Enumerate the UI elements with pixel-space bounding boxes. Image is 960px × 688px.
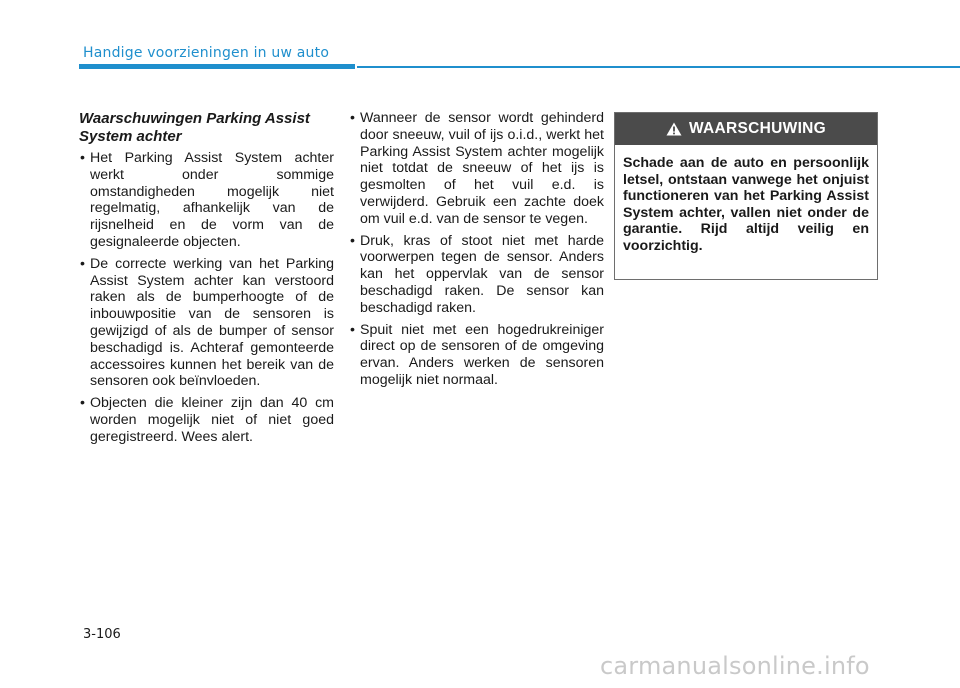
list-item [349, 233, 604, 317]
list-item [79, 395, 334, 445]
list-item [349, 322, 604, 389]
subsection-title-line2: System achter [79, 128, 182, 145]
subsection-title [79, 110, 334, 146]
list-item-text: Spuit niet met een hogedrukreiniger direct op de sensoren of de omgeving ervan. Anders werken de sensoren mogelijk niet normaal. [360, 321, 604, 388]
bullet-icon: • [80, 150, 85, 166]
list-item-text: De correcte werking van het Parking Assist System achter kan verstoord raken als de bumperhoogte of de inbouwpositie van de sensoren is gewijzigd of als de bumper of sensor beschadigd is. Achteraf gemonteerde accessoires kunnen het bereik van de sensoren ook beïnvloeden. [90, 255, 334, 390]
warning-text: Schade aan de auto en persoonlijk letsel, ontstaan vanwege het onjuist functioneren van het Parking Assist System achter, vallen niet onder de garantie. Rijd altijd veilig en voorzichtig. [623, 155, 869, 254]
list-item-text: Objecten die kleiner zijn dan 40 cm worden mogelijk niet of niet goed geregistreerd. Wees alert. [90, 395, 334, 445]
bullet-icon: • [350, 321, 355, 338]
list-item-text: Wanneer de sensor wordt gehinderd door sneeuw, vuil of ijs o.i.d., werkt het Parking Assist System achter mogelijk niet totdat de sneeuw of het ijs is gesmolten of het vuil e.d. is verwijderd. Gebruik een zachte doek om vuil e.d. van de sensor te vegen. [360, 110, 604, 227]
bullet-icon: • [350, 110, 355, 126]
middle-column [349, 110, 604, 394]
bullet-icon: • [350, 232, 355, 249]
list-item-text: Druk, kras of stoot niet met harde voorwerpen tegen de sensor. Anders kan het oppervlak van de sensor beschadigd raken. De sensor kan beschadigd raken. [360, 232, 604, 316]
warning-header [615, 113, 877, 145]
warning-title: WAARSCHUWING [688, 120, 827, 137]
warning-box [614, 112, 878, 280]
left-column [79, 110, 334, 451]
page-number: 3-106 [83, 627, 121, 642]
subsection-title-line1: Waarschuwingen Parking Assist [79, 110, 310, 127]
bullet-icon: • [80, 395, 85, 412]
list-item [79, 256, 334, 390]
list-item [79, 150, 334, 251]
section-title: Handige voorzieningen in uw auto [83, 45, 330, 61]
bullet-list [79, 150, 334, 446]
list-item-text: Het Parking Assist System achter werkt onder sommige omstandigheden mogelijk niet regelmatig, afhankelijk van de rijsnelheid en de vorm van de gesignaleerde objecten. [90, 150, 334, 250]
list-item [349, 110, 604, 228]
header-rule [357, 66, 960, 68]
bullet-icon: • [80, 255, 85, 272]
watermark: carmanualsonline.info [600, 652, 870, 680]
header-accent-bar [79, 64, 355, 69]
bullet-list [349, 110, 604, 389]
warning-triangle-icon [666, 122, 682, 136]
